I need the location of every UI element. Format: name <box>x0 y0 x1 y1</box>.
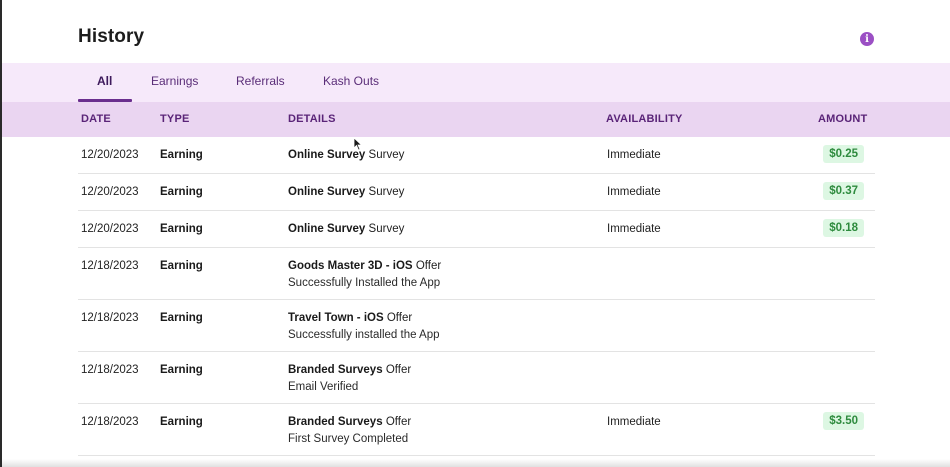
row-detail-kind: Offer <box>385 416 412 428</box>
row-details <box>288 260 441 289</box>
row-detail-name: Goods Master 3D - iOS <box>288 260 413 272</box>
row-detail-name: Online Survey <box>288 186 366 198</box>
column-header-amount: AMOUNT <box>818 113 868 125</box>
row-type: Earning <box>160 416 203 428</box>
row-detail-name: Branded Surveys <box>288 416 383 428</box>
tab-all[interactable]: All <box>97 74 113 88</box>
row-detail-name: Branded Surveys <box>288 364 383 376</box>
row-availability: Immediate <box>607 223 661 235</box>
row-detail-name: Online Survey <box>288 149 366 161</box>
row-type: Earning <box>160 223 203 235</box>
tab-earnings[interactable]: Earnings <box>151 74 199 88</box>
column-header-date: DATE <box>81 113 111 125</box>
amount-badge: $0.18 <box>823 219 864 237</box>
table-row <box>78 352 875 404</box>
row-details <box>288 186 404 198</box>
row-date: 12/18/2023 <box>81 312 139 324</box>
table-row <box>78 137 875 174</box>
row-details <box>288 223 404 235</box>
row-availability: Immediate <box>607 149 661 161</box>
row-detail-kind: Survey <box>368 149 405 161</box>
row-detail-subtext: Successfully Installed the App <box>288 277 441 289</box>
row-details <box>288 364 411 393</box>
row-detail-kind: Offer <box>386 312 413 324</box>
row-details <box>288 312 440 341</box>
row-type: Earning <box>160 186 203 198</box>
row-detail-name: Online Survey <box>288 223 366 235</box>
row-detail-kind: Offer <box>385 364 412 376</box>
tab-kash-outs[interactable]: Kash Outs <box>323 74 380 88</box>
row-details <box>288 416 411 445</box>
table-row <box>78 248 875 300</box>
row-date: 12/20/2023 <box>81 149 139 161</box>
tab-bar <box>2 63 950 102</box>
table-row <box>78 300 875 352</box>
row-type: Earning <box>160 312 203 324</box>
row-details <box>288 149 404 161</box>
row-availability: Immediate <box>607 416 661 428</box>
row-date: 12/18/2023 <box>81 364 139 376</box>
mouse-pointer-icon <box>353 137 363 151</box>
table-row <box>78 211 875 248</box>
row-detail-subtext: Successfully installed the App <box>288 329 440 341</box>
row-detail-name: Travel Town - iOS <box>288 312 384 324</box>
row-date: 12/18/2023 <box>81 416 139 428</box>
row-availability: Immediate <box>607 186 661 198</box>
row-date: 12/20/2023 <box>81 223 139 235</box>
tab-referrals[interactable]: Referrals <box>236 74 285 88</box>
page-title: History <box>78 26 145 47</box>
row-detail-subtext: Email Verified <box>288 381 359 393</box>
table-row <box>78 404 875 456</box>
amount-badge: $0.37 <box>823 182 864 200</box>
amount-badge: $3.50 <box>823 412 864 430</box>
column-header-availability: AVAILABILITY <box>606 113 683 125</box>
row-detail-subtext: First Survey Completed <box>288 433 409 445</box>
row-type: Earning <box>160 260 203 272</box>
row-date: 12/20/2023 <box>81 186 139 198</box>
row-detail-kind: Survey <box>368 186 405 198</box>
amount-badge: $0.25 <box>823 145 864 163</box>
table-header <box>2 102 950 137</box>
row-detail-kind: Offer <box>415 260 442 272</box>
column-header-details: DETAILS <box>288 113 336 125</box>
history-table <box>78 137 875 456</box>
page-header <box>78 26 874 56</box>
row-type: Earning <box>160 149 203 161</box>
table-row <box>78 174 875 211</box>
bottom-shadow <box>2 459 950 467</box>
column-header-type: TYPE <box>160 113 190 125</box>
info-icon[interactable]: i <box>860 32 874 46</box>
row-detail-kind: Survey <box>368 223 405 235</box>
row-date: 12/18/2023 <box>81 260 139 272</box>
row-type: Earning <box>160 364 203 376</box>
